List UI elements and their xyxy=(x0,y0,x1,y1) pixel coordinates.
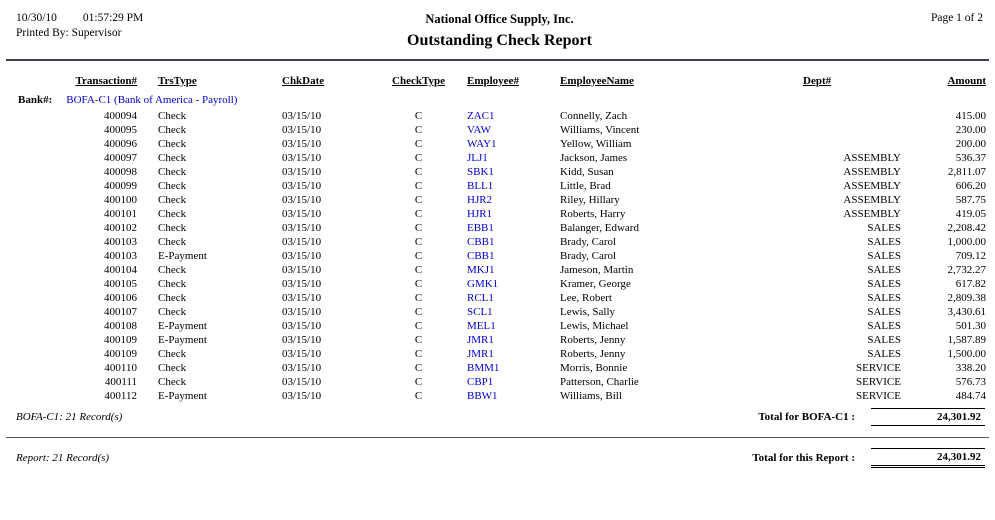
col-header-trstype: TrsType xyxy=(158,75,197,87)
printed-by-label: Printed By: xyxy=(16,27,69,39)
amount-cell: 576.73 xyxy=(955,376,986,388)
report-total-amount: 24,301.92 xyxy=(871,448,985,468)
amount-cell: 2,809.38 xyxy=(947,292,986,304)
employee-name-cell: Jameson, Martin xyxy=(560,264,634,276)
table-body xyxy=(15,109,986,403)
table-row xyxy=(15,249,986,263)
bank-total-label: Total for BOFA-C1 : xyxy=(758,411,855,423)
employee-name-cell: Brady, Carol xyxy=(560,250,617,262)
trstype-cell: Check xyxy=(158,222,187,234)
chkdate-cell: 03/15/10 xyxy=(282,222,322,234)
employee-link[interactable]: SBK1 xyxy=(467,166,494,178)
transaction-cell: 400096 xyxy=(104,138,137,150)
transaction-cell: 400111 xyxy=(104,376,137,388)
employee-name-cell: Lee, Robert xyxy=(560,292,612,304)
table-row xyxy=(15,333,986,347)
employee-link[interactable]: GMK1 xyxy=(467,278,499,290)
chkdate-cell: 03/15/10 xyxy=(282,264,322,276)
dept-cell: SERVICE xyxy=(856,390,901,402)
dept-cell: SERVICE xyxy=(856,376,901,388)
header-left xyxy=(16,12,241,39)
trstype-cell: Check xyxy=(158,152,187,164)
trstype-cell: Check xyxy=(158,138,187,150)
check-table xyxy=(15,74,986,403)
bank-group-row xyxy=(15,91,986,109)
employee-name-cell: Roberts, Jenny xyxy=(560,348,626,360)
chkdate-cell: 03/15/10 xyxy=(282,138,322,150)
table-row xyxy=(15,389,986,403)
employee-link[interactable]: MEL1 xyxy=(467,320,496,332)
trstype-cell: Check xyxy=(158,376,187,388)
amount-cell: 338.20 xyxy=(955,362,986,374)
checktype-cell: C xyxy=(414,362,423,374)
amount-cell: 230.00 xyxy=(955,124,986,136)
amount-cell: 617.82 xyxy=(955,278,986,290)
dept-cell xyxy=(795,123,901,137)
checktype-cell: C xyxy=(414,194,423,206)
employee-link[interactable]: CBB1 xyxy=(467,250,495,262)
employee-link[interactable]: BMM1 xyxy=(467,362,500,374)
amount-cell: 1,000.00 xyxy=(947,236,986,248)
chkdate-cell: 03/15/10 xyxy=(282,250,322,262)
checktype-cell: C xyxy=(414,292,423,304)
table-row xyxy=(15,305,986,319)
transaction-cell: 400097 xyxy=(104,152,137,164)
chkdate-cell: 03/15/10 xyxy=(282,306,322,318)
checktype-cell: C xyxy=(414,152,423,164)
table-row xyxy=(15,193,986,207)
amount-cell: 484.74 xyxy=(955,390,986,402)
dept-cell: ASSEMBLY xyxy=(843,152,901,164)
trstype-cell: Check xyxy=(158,306,187,318)
bank-value-link[interactable]: BOFA-C1 (Bank of America - Payroll) xyxy=(66,94,238,106)
employee-link[interactable]: VAW xyxy=(467,124,491,136)
amount-cell: 419.05 xyxy=(955,208,986,220)
employee-link[interactable]: BBW1 xyxy=(467,390,498,402)
checktype-cell: C xyxy=(414,390,423,402)
trstype-cell: Check xyxy=(158,278,187,290)
transaction-cell: 400108 xyxy=(104,320,137,332)
transaction-cell: 400107 xyxy=(104,306,137,318)
employee-name-cell: Brady, Carol xyxy=(560,236,617,248)
table-row xyxy=(15,375,986,389)
employee-name-cell: Connelly, Zach xyxy=(560,110,628,122)
trstype-cell: Check xyxy=(158,264,187,276)
amount-cell: 1,587.89 xyxy=(947,334,986,346)
transaction-cell: 400094 xyxy=(104,110,137,122)
dept-cell: SALES xyxy=(867,334,901,346)
report-total-label: Total for this Report : xyxy=(752,452,855,464)
amount-cell: 501.30 xyxy=(955,320,986,332)
transaction-cell: 400103 xyxy=(104,236,137,248)
employee-name-cell: Jackson, James xyxy=(560,152,628,164)
employee-name-cell: Williams, Bill xyxy=(560,390,622,402)
chkdate-cell: 03/15/10 xyxy=(282,376,322,388)
chkdate-cell: 03/15/10 xyxy=(282,292,322,304)
dept-cell: SALES xyxy=(867,250,901,262)
employee-link[interactable]: EBB1 xyxy=(467,222,494,234)
chkdate-cell: 03/15/10 xyxy=(282,110,322,122)
employee-name-cell: Yellow, William xyxy=(560,138,632,150)
page-indicator: Page 1 of 2 xyxy=(930,12,983,24)
employee-name-cell: Kidd, Susan xyxy=(560,166,614,178)
employee-name-cell: Little, Brad xyxy=(560,180,611,192)
totals-divider xyxy=(6,437,989,438)
employee-name-cell: Balanger, Edward xyxy=(560,222,639,234)
chkdate-cell: 03/15/10 xyxy=(282,166,322,178)
table-row xyxy=(15,235,986,249)
table-row xyxy=(15,263,986,277)
employee-name-cell: Patterson, Charlie xyxy=(560,376,639,388)
bank-total-amount: 24,301.92 xyxy=(871,408,985,426)
transaction-cell: 400101 xyxy=(104,208,137,220)
dept-cell: SERVICE xyxy=(856,362,901,374)
dept-cell: ASSEMBLY xyxy=(843,194,901,206)
employee-link[interactable]: JMR1 xyxy=(467,348,494,360)
checktype-cell: C xyxy=(414,306,423,318)
employee-link[interactable]: HJR2 xyxy=(467,194,493,206)
dept-cell: SALES xyxy=(867,264,901,276)
bank-label: Bank#: xyxy=(18,94,53,106)
transaction-cell: 400099 xyxy=(104,180,137,192)
employee-link[interactable]: SCL1 xyxy=(467,306,493,318)
trstype-cell: Check xyxy=(158,292,187,304)
chkdate-cell: 03/15/10 xyxy=(282,320,322,332)
employee-link[interactable]: ZAC1 xyxy=(467,110,495,122)
transaction-cell: 400109 xyxy=(104,334,137,346)
amount-cell: 606.20 xyxy=(955,180,986,192)
employee-name-cell: Roberts, Jenny xyxy=(560,334,626,346)
dept-cell: SALES xyxy=(867,236,901,248)
employee-link[interactable]: WAY1 xyxy=(467,138,497,150)
employee-link[interactable]: JMR1 xyxy=(467,334,494,346)
checktype-cell: C xyxy=(414,250,423,262)
dept-cell xyxy=(795,109,901,123)
report-title: Outstanding Check Report xyxy=(407,32,592,49)
employee-name-cell: Riley, Hillary xyxy=(560,194,620,206)
dept-cell: SALES xyxy=(867,222,901,234)
transaction-cell: 400104 xyxy=(104,264,137,276)
col-header-dept: Dept# xyxy=(803,75,832,87)
amount-cell: 2,732.27 xyxy=(947,264,986,276)
transaction-cell: 400106 xyxy=(104,292,137,304)
chkdate-cell: 03/15/10 xyxy=(282,334,322,346)
checktype-cell: C xyxy=(414,138,423,150)
table-row xyxy=(15,137,986,151)
employee-name-cell: Roberts, Harry xyxy=(560,208,626,220)
col-header-amount: Amount xyxy=(947,75,986,87)
col-header-employee: Employee# xyxy=(467,75,519,87)
employee-link[interactable]: CBB1 xyxy=(467,236,495,248)
transaction-cell: 400109 xyxy=(104,348,137,360)
header-divider xyxy=(6,59,989,61)
table-row xyxy=(15,291,986,305)
checktype-cell: C xyxy=(414,180,423,192)
chkdate-cell: 03/15/10 xyxy=(282,208,322,220)
amount-cell: 587.75 xyxy=(955,194,986,206)
table-row xyxy=(15,277,986,291)
trstype-cell: Check xyxy=(158,180,187,192)
checktype-cell: C xyxy=(414,236,423,248)
print-date: 10/30/10 xyxy=(16,12,57,24)
amount-cell: 415.00 xyxy=(955,110,986,122)
printed-by-value: Supervisor xyxy=(71,27,122,39)
chkdate-cell: 03/15/10 xyxy=(282,180,322,192)
amount-cell: 709.12 xyxy=(955,250,986,262)
print-time: 01:57:29 PM xyxy=(82,12,144,24)
table-row xyxy=(15,347,986,361)
checktype-cell: C xyxy=(414,334,423,346)
dept-cell: SALES xyxy=(867,292,901,304)
checktype-cell: C xyxy=(414,376,423,388)
transaction-cell: 400112 xyxy=(104,390,137,402)
trstype-cell: E-Payment xyxy=(158,320,207,332)
chkdate-cell: 03/15/10 xyxy=(282,152,322,164)
table-row xyxy=(15,207,986,221)
trstype-cell: Check xyxy=(158,194,187,206)
employee-name-cell: Morris, Bonnie xyxy=(560,362,628,374)
employee-name-cell: Lewis, Sally xyxy=(560,306,615,318)
chkdate-cell: 03/15/10 xyxy=(282,194,322,206)
amount-cell: 3,430.61 xyxy=(947,306,986,318)
chkdate-cell: 03/15/10 xyxy=(282,362,322,374)
bank-totals-row xyxy=(0,403,995,426)
transaction-cell: 400098 xyxy=(104,166,137,178)
checktype-cell: C xyxy=(414,166,423,178)
report-record-count: Report: 21 Record(s) xyxy=(16,452,110,464)
dept-cell: SALES xyxy=(867,320,901,332)
employee-link[interactable]: MKJ1 xyxy=(467,264,495,276)
employee-name-cell: Williams, Vincent xyxy=(560,124,640,136)
amount-cell: 2,208.42 xyxy=(947,222,986,234)
chkdate-cell: 03/15/10 xyxy=(282,390,322,402)
transaction-cell: 400110 xyxy=(104,362,137,374)
chkdate-cell: 03/15/10 xyxy=(282,236,322,248)
transaction-cell: 400105 xyxy=(104,278,137,290)
checktype-cell: C xyxy=(414,320,423,332)
checktype-cell: C xyxy=(414,110,423,122)
table-row xyxy=(15,151,986,165)
trstype-cell: Check xyxy=(158,166,187,178)
trstype-cell: Check xyxy=(158,208,187,220)
dept-cell xyxy=(795,137,901,151)
amount-cell: 2,811.07 xyxy=(947,166,986,178)
trstype-cell: Check xyxy=(158,362,187,374)
employee-name-cell: Lewis, Michael xyxy=(560,320,629,332)
col-header-checktype: CheckType xyxy=(392,75,445,87)
col-header-employeename: EmployeeName xyxy=(560,75,634,87)
trstype-cell: Check xyxy=(158,236,187,248)
checktype-cell: C xyxy=(414,348,423,360)
trstype-cell: E-Payment xyxy=(158,250,207,262)
employee-link[interactable]: HJR1 xyxy=(467,208,493,220)
transaction-cell: 400102 xyxy=(104,222,137,234)
employee-name-cell: Kramer, George xyxy=(560,278,631,290)
amount-cell: 536.37 xyxy=(955,152,986,164)
employee-link[interactable]: JLJ1 xyxy=(467,152,488,164)
table-row xyxy=(15,221,986,235)
checktype-cell: C xyxy=(414,124,423,136)
dept-cell: SALES xyxy=(867,278,901,290)
transaction-cell: 400100 xyxy=(104,194,137,206)
checktype-cell: C xyxy=(414,222,423,234)
chkdate-cell: 03/15/10 xyxy=(282,278,322,290)
chkdate-cell: 03/15/10 xyxy=(282,124,322,136)
transaction-cell: 400103 xyxy=(104,250,137,262)
trstype-cell: E-Payment xyxy=(158,334,207,346)
table-row xyxy=(15,165,986,179)
amount-cell: 200.00 xyxy=(955,138,986,150)
dept-cell: ASSEMBLY xyxy=(843,180,901,192)
report-totals-row xyxy=(0,443,995,468)
employee-link[interactable]: RCL1 xyxy=(467,292,494,304)
table-row xyxy=(15,179,986,193)
column-header-row xyxy=(15,74,986,91)
dept-cell: SALES xyxy=(867,306,901,318)
checktype-cell: C xyxy=(414,278,423,290)
amount-cell: 1,500.00 xyxy=(947,348,986,360)
header-center xyxy=(241,12,758,50)
chkdate-cell: 03/15/10 xyxy=(282,348,322,360)
table-row xyxy=(15,109,986,123)
dept-cell: ASSEMBLY xyxy=(843,166,901,178)
employee-link[interactable]: BLL1 xyxy=(467,180,494,192)
trstype-cell: Check xyxy=(158,124,187,136)
table-row xyxy=(15,123,986,137)
checktype-cell: C xyxy=(414,264,423,276)
checktype-cell: C xyxy=(414,208,423,220)
col-header-chkdate: ChkDate xyxy=(282,75,325,87)
trstype-cell: Check xyxy=(158,348,187,360)
transaction-cell: 400095 xyxy=(104,124,137,136)
table-row xyxy=(15,319,986,333)
dept-cell: ASSEMBLY xyxy=(843,208,901,220)
company-name: National Office Supply, Inc. xyxy=(425,12,574,26)
col-header-transaction: Transaction# xyxy=(75,75,137,87)
dept-cell: SALES xyxy=(867,348,901,360)
bank-record-count: BOFA-C1: 21 Record(s) xyxy=(16,411,123,423)
trstype-cell: Check xyxy=(158,110,187,122)
table-row xyxy=(15,361,986,375)
trstype-cell: E-Payment xyxy=(158,390,207,402)
report-header xyxy=(0,0,995,50)
employee-link[interactable]: CBP1 xyxy=(467,376,494,388)
